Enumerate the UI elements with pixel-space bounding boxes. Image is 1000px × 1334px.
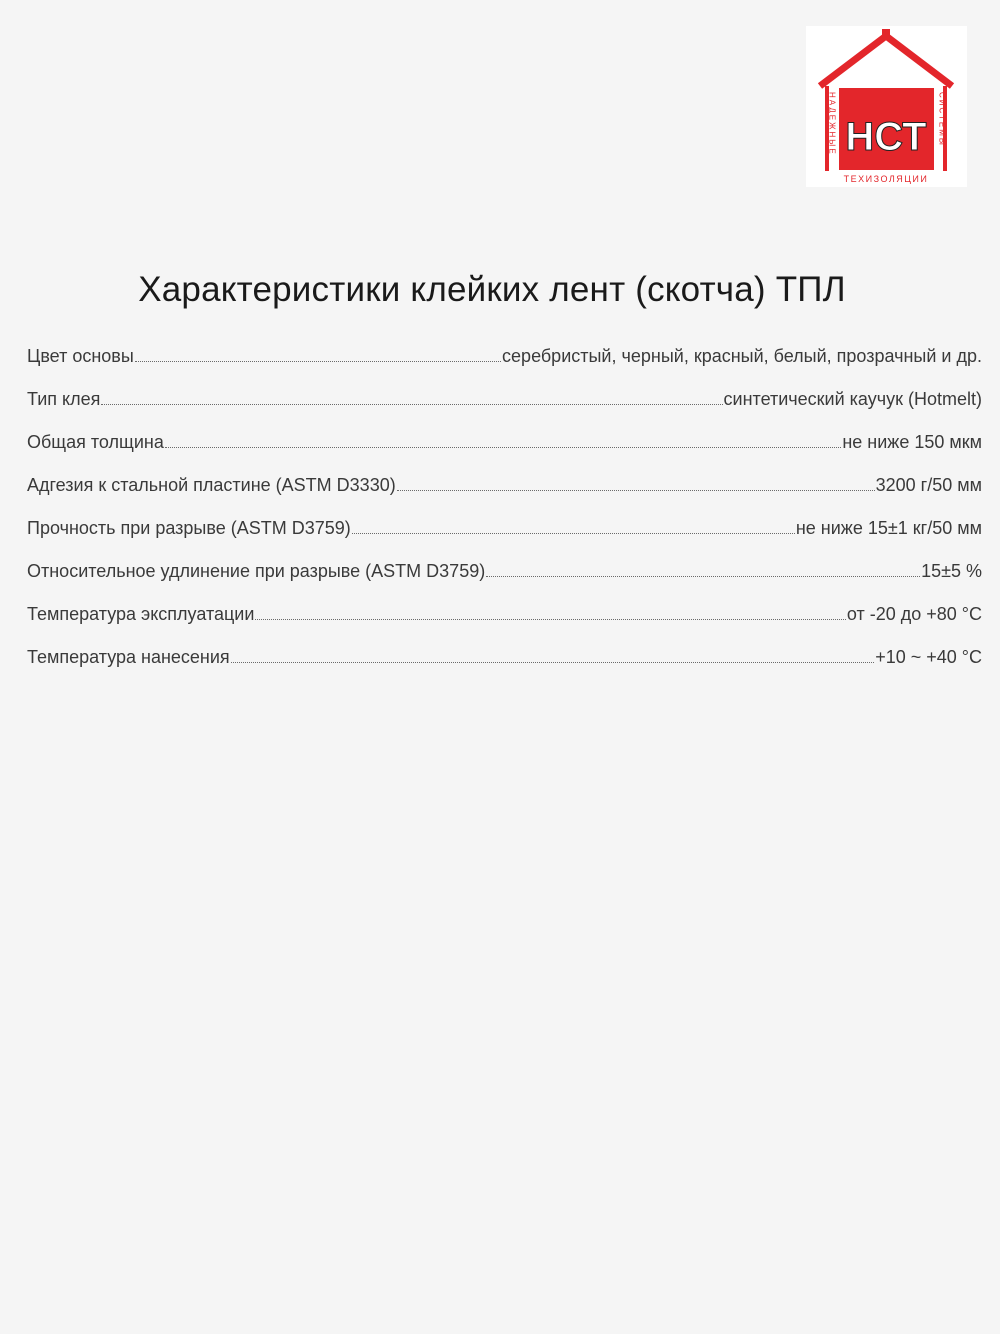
spec-row (27, 385, 982, 428)
spec-row (27, 342, 982, 385)
spec-label: Относительное удлинение при разрыве (ASTM D3759) (27, 561, 486, 581)
spec-row (27, 428, 982, 471)
spec-row (27, 557, 982, 600)
dotted-leader (255, 619, 845, 620)
spec-list (27, 342, 982, 686)
spec-row (27, 643, 982, 686)
dotted-leader (165, 447, 841, 448)
logo-right-text: СИСТЕМЫ (937, 92, 947, 148)
spec-value: +10 ~ +40 °С (875, 647, 982, 667)
spec-value: от -20 до +80 °С (846, 604, 982, 624)
dotted-leader (486, 576, 920, 577)
spec-label: Температура нанесения (27, 647, 230, 667)
dotted-leader (352, 533, 795, 534)
logo-letters: НСТ (845, 115, 927, 159)
house-logo-icon (806, 26, 967, 187)
logo-left-text: НАДЕЖНЫЕ (827, 92, 837, 156)
company-logo (806, 26, 967, 187)
page-title: Характеристики клейких лент (скотча) ТПЛ (138, 270, 846, 309)
spec-value: синтетический каучук (Hotmelt) (723, 389, 982, 409)
spec-row (27, 514, 982, 557)
dotted-leader (101, 404, 722, 405)
spec-label: Температура эксплуатации (27, 604, 255, 624)
spec-label: Общая толщина (27, 432, 164, 452)
spec-label: Прочность при разрыве (ASTM D3759) (27, 518, 351, 538)
spec-value: серебристый, черный, красный, белый, прозрачный и др. (502, 346, 982, 366)
dotted-leader (135, 361, 501, 362)
spec-value: 3200 г/50 мм (875, 475, 982, 495)
logo-bottom-text: ТЕХИЗОЛЯЦИИ (843, 174, 929, 184)
roof-icon (820, 36, 952, 86)
spec-row (27, 600, 982, 643)
spec-value: не ниже 150 мкм (842, 432, 982, 452)
dotted-leader (397, 490, 875, 491)
spec-label: Цвет основы (27, 346, 134, 366)
dotted-leader (231, 662, 875, 663)
spec-value: не ниже 15±1 кг/50 мм (795, 518, 982, 538)
spec-label: Тип клея (27, 389, 101, 409)
roof-chimney-icon (882, 29, 890, 37)
spec-row (27, 471, 982, 514)
spec-label: Адгезия к стальной пластине (ASTM D3330) (27, 475, 396, 495)
spec-value: 15±5 % (921, 561, 982, 581)
